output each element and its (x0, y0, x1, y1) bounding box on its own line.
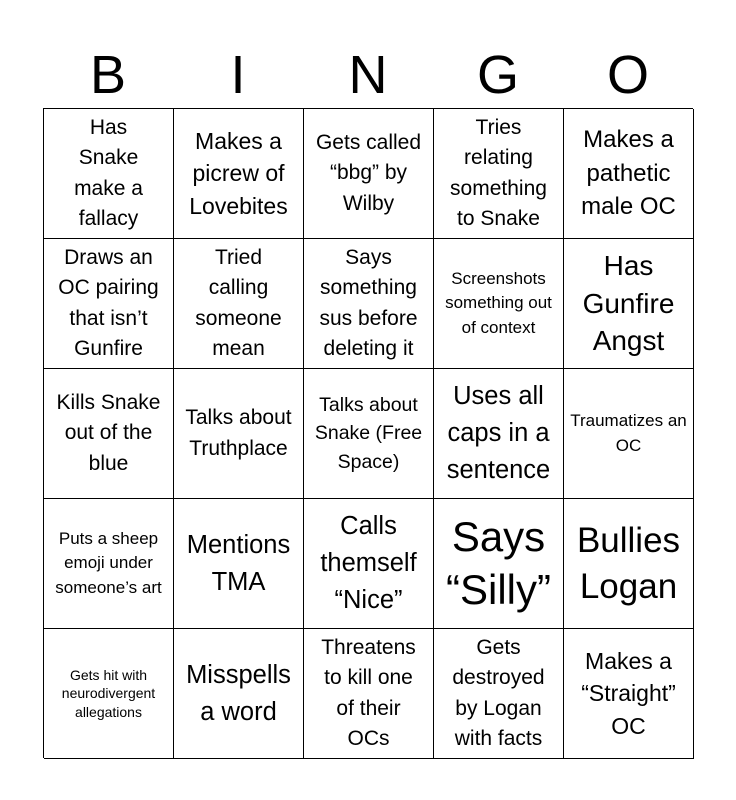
bingo-cell-b2[interactable] (44, 239, 174, 369)
bingo-cell-o4[interactable] (564, 499, 694, 629)
bingo-cell-o1[interactable] (564, 109, 694, 239)
bingo-cell-text: Says something sus before deleting it (319, 245, 418, 360)
bingo-cell-b1[interactable] (44, 109, 174, 239)
bingo-cell-text: Traumatizes an OC (570, 410, 687, 455)
bingo-cell-i5[interactable] (174, 629, 304, 759)
bingo-cell-n1[interactable] (304, 109, 434, 239)
bingo-cell-text: Has Snake make a fallacy (74, 115, 143, 230)
bingo-cell-text: Gets called “bbg” by Wilby (315, 130, 422, 215)
bingo-cell-text: Tried calling someone mean (195, 245, 282, 360)
bingo-cell-text: Talks about Snake (Free Space) (314, 394, 423, 473)
header-letter-i: I (230, 45, 246, 105)
bingo-cell-text: Calls themself “Nice” (320, 512, 417, 614)
bingo-cell-g4[interactable] (434, 499, 564, 629)
bingo-cell-text: Talks about Truthplace (185, 406, 292, 460)
bingo-cell-text: Gets hit with neurodivergent allegations (61, 667, 156, 720)
bingo-cell-text: Screenshots something out of context (445, 268, 552, 337)
bingo-cell-text: Has Gunfire Angst (582, 249, 675, 357)
bingo-cell-n5[interactable] (304, 629, 434, 759)
bingo-cell-text: Makes a “Straight” OC (581, 647, 676, 739)
header-letter-o: O (606, 45, 649, 105)
bingo-cell-text: Gets destroyed by Logan with facts (452, 635, 545, 750)
bingo-cell-text: Puts a sheep emoji under someone’s art (55, 528, 162, 597)
bingo-cell-o2[interactable] (564, 239, 694, 369)
bingo-cell-i1[interactable] (174, 109, 304, 239)
header-letter-n: N (348, 45, 388, 105)
bingo-cell-text: Misspells a word (186, 660, 291, 726)
bingo-cell-text: Draws an OC pairing that isn’t Gunfire (58, 245, 159, 360)
bingo-cell-g5[interactable] (434, 629, 564, 759)
bingo-cell-text: Says “Silly” (446, 513, 551, 613)
bingo-cell-g2[interactable] (434, 239, 564, 369)
bingo-cell-text: Bullies Logan (576, 521, 681, 606)
bingo-cell-b5[interactable] (44, 629, 174, 759)
header-letter-g: G (476, 45, 519, 105)
bingo-cell-b3[interactable] (44, 369, 174, 499)
header-letter-b: B (89, 45, 127, 105)
bingo-cell-i3[interactable] (174, 369, 304, 499)
bingo-cell-g3[interactable] (434, 369, 564, 499)
bingo-grid (43, 108, 693, 758)
bingo-cell-i4[interactable] (174, 499, 304, 629)
bingo-cell-n3[interactable] (304, 369, 434, 499)
bingo-cell-b4[interactable] (44, 499, 174, 629)
bingo-cell-text: Threatens to kill one of their OCs (321, 635, 416, 750)
bingo-cell-n4[interactable] (304, 499, 434, 629)
bingo-cell-text: Makes a pathetic male OC (581, 126, 676, 221)
bingo-header (43, 42, 693, 108)
bingo-cell-text: Makes a picrew of Lovebites (189, 127, 288, 219)
bingo-cell-i2[interactable] (174, 239, 304, 369)
bingo-cell-text: Uses all caps in a sentence (446, 382, 551, 484)
bingo-cell-text: Tries relating something to Snake (450, 115, 547, 230)
bingo-cell-g1[interactable] (434, 109, 564, 239)
bingo-cell-n2[interactable] (304, 239, 434, 369)
bingo-cell-o3[interactable] (564, 369, 694, 499)
bingo-cell-o5[interactable] (564, 629, 694, 759)
bingo-cell-text: Mentions TMA (186, 530, 291, 596)
bingo-cell-text: Kills Snake out of the blue (56, 390, 161, 475)
